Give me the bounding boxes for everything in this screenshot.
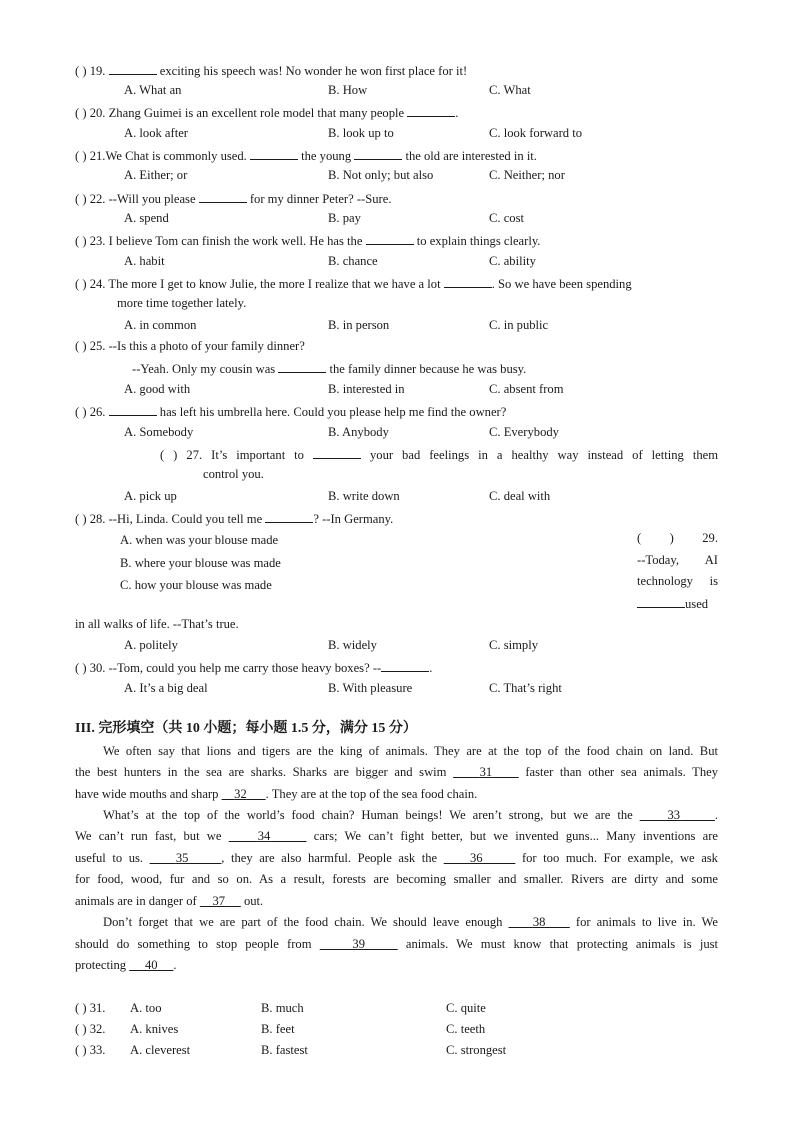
question-stem: AI (704, 553, 718, 567)
passage-text: should do something to stop people from (75, 937, 312, 951)
answer-paren[interactable]: ( ) (75, 512, 87, 526)
option-a[interactable]: A. when was your blouse made (120, 533, 279, 547)
question-number: 30. (89, 661, 106, 675)
passage-text: We can’t run fast, but we (75, 829, 222, 843)
question-21 (75, 147, 537, 164)
option-a[interactable]: A. knives (130, 1022, 179, 1036)
answer-blank[interactable] (407, 104, 455, 117)
question-stem: used (685, 597, 709, 611)
passage-text: have wide mouths and sharp (75, 787, 219, 801)
blank-32[interactable] (222, 787, 266, 801)
option-a[interactable]: A. spend (124, 211, 169, 225)
option-c[interactable]: C. look forward to (489, 126, 583, 140)
answer-paren[interactable]: ( ) (75, 1001, 87, 1015)
question-number: 28. (89, 512, 106, 526)
answer-blank[interactable] (250, 147, 298, 160)
passage-text: Don’t forget that we are part of the food chain. We should leave enough (103, 915, 503, 929)
option-c[interactable]: C. simply (489, 638, 538, 652)
question-20 (75, 104, 458, 121)
question-number: 26. (89, 405, 106, 419)
passage-line (75, 937, 718, 952)
question-stem-cont: in all walks of life. --That’s true. (75, 617, 239, 631)
answer-paren[interactable]: ( ) (75, 1043, 87, 1057)
question-number: 19. (89, 64, 106, 78)
answer-blank[interactable] (109, 403, 157, 416)
option-c[interactable]: C. That’s right (489, 681, 562, 695)
question-24 (75, 275, 632, 292)
option-a[interactable]: A. It’s a big deal (124, 681, 208, 695)
option-b[interactable]: B. feet (261, 1022, 295, 1036)
option-b[interactable]: B. look up to (328, 126, 394, 140)
passage-line (75, 829, 718, 844)
question-stem: has left his umbrella here. Could you please help me find the owner? (159, 405, 507, 419)
section-title: III. 完形填空（共 10 小题；每小题 1.5 分，满分 15 分） (75, 721, 417, 736)
option-b[interactable]: B. in person (328, 318, 390, 332)
question-number: 25. (89, 339, 106, 353)
question-stem: We Chat is commonly used. (105, 149, 247, 163)
blank-number: 37 (212, 894, 226, 908)
option-a[interactable]: A. What an (124, 83, 182, 97)
passage-text: , they are also harmful. People ask the (221, 851, 438, 865)
question-number: 24. (89, 277, 106, 291)
question-number: 32. (89, 1022, 106, 1036)
question-number: 23. (89, 234, 106, 248)
blank-number: 36 (469, 851, 483, 865)
passage-text: cars; We can’t fight better, but we invented guns... Many inventions are (313, 829, 718, 843)
blank-40[interactable] (129, 958, 173, 972)
option-c[interactable]: C. cost (489, 211, 524, 225)
question-25-reply (132, 360, 526, 377)
blank-37[interactable] (200, 894, 241, 908)
question-stem: for my dinner Peter? --Sure. (249, 192, 392, 206)
blank-34[interactable] (229, 829, 307, 843)
option-c[interactable]: C. teeth (446, 1022, 486, 1036)
question-stem: technology (637, 574, 693, 588)
passage-line (103, 808, 718, 823)
question-number: 22. (89, 192, 106, 206)
answer-blank[interactable] (381, 659, 429, 672)
option-a[interactable]: A. politely (124, 638, 178, 652)
blank-number: 40 (144, 958, 158, 972)
question-29-line1 (637, 531, 718, 546)
passage-text: useful to us. (75, 851, 144, 865)
option-a[interactable]: A. too (130, 1001, 162, 1015)
question-stem: the old are interested in it. (405, 149, 537, 163)
option-c[interactable]: C. in public (489, 318, 549, 332)
passage-text: . (714, 808, 718, 822)
blank-number: 32 (234, 787, 247, 801)
blank-38[interactable] (509, 915, 570, 929)
answer-blank[interactable] (444, 275, 492, 288)
passage-text: . (173, 958, 177, 972)
answer-paren[interactable]: ( ) (75, 339, 87, 353)
blank-39[interactable] (320, 937, 398, 951)
passage-line (75, 894, 718, 909)
passage-line (75, 958, 718, 973)
question-number: 21. (89, 149, 106, 163)
question-stem: your bad feelings in a healthy way instead of letting them (369, 448, 718, 462)
answer-paren[interactable]: ( ) (75, 234, 87, 248)
option-c[interactable]: C. ability (489, 254, 536, 268)
question-stem-cont: more time together lately. (117, 296, 247, 310)
question-26 (75, 403, 506, 420)
question-29-line3 (637, 574, 718, 589)
answer-blank[interactable] (278, 360, 326, 373)
option-a[interactable]: A. look after (124, 126, 188, 140)
passage-line (75, 787, 718, 802)
option-c[interactable]: C. how your blouse was made (120, 578, 272, 592)
question-stem: --Yeah. Only my cousin was (132, 362, 276, 376)
option-c[interactable]: C. strongest (446, 1043, 507, 1057)
option-a[interactable]: A. cleverest (130, 1043, 191, 1057)
passage-text: the best hunters in the sea are sharks. Sharks are bigger and swim (75, 765, 447, 779)
answer-paren[interactable]: ( ) (75, 106, 87, 120)
passage-text: What’s at the top of the world’s food chain? Human beings! We aren’t strong, but we are the (103, 808, 633, 822)
option-b[interactable]: B. Not only; but also (328, 168, 434, 182)
option-c[interactable]: C. What (489, 83, 531, 97)
passage-text: animals are in danger of (75, 894, 197, 908)
option-a[interactable]: A. in common (124, 318, 197, 332)
question-number: 27. (186, 448, 203, 462)
passage-text: protecting (75, 958, 127, 972)
question-stem: to explain things clearly. (416, 234, 541, 248)
question-stem: The more I get to know Julie, the more I realize that we have a lot (108, 277, 441, 291)
answer-paren[interactable]: ( ) (75, 277, 87, 291)
option-b[interactable]: B. Anybody (328, 425, 389, 439)
question-stem: exciting his speech was! No wonder he won first place for it! (159, 64, 468, 78)
answer-paren[interactable]: ( ) (75, 149, 87, 163)
option-c[interactable]: C. quite (446, 1001, 486, 1015)
blank-number: 31 (479, 765, 493, 779)
answer-paren[interactable]: ( ) (637, 531, 674, 545)
option-b[interactable]: B. How (328, 83, 368, 97)
option-a[interactable]: A. pick up (124, 489, 177, 503)
question-stem: ? --In Germany. (313, 512, 394, 526)
passage-text: animals. We must know that protecting animals is just (405, 937, 719, 951)
question-stem: --Will you please (108, 192, 196, 206)
question-stem: It’s important to (211, 448, 304, 462)
blank-number: 33 (667, 808, 681, 822)
question-number: 29. (702, 531, 718, 545)
answer-blank[interactable] (109, 62, 157, 75)
blank-number: 35 (175, 851, 189, 865)
passage-line (75, 765, 718, 780)
question-stem: the family dinner because he was busy. (329, 362, 527, 376)
blank-33[interactable] (640, 808, 715, 822)
option-b[interactable]: B. much (261, 1001, 304, 1015)
question-number: 31. (89, 1001, 106, 1015)
question-stem: Zhang Guimei is an excellent role model that many people (108, 106, 405, 120)
question-28 (75, 510, 393, 527)
passage-line: for food, wood, fur and so on. As a result, forests are becoming smaller and smaller. Rivers are dirty and some (75, 872, 718, 886)
answer-blank[interactable] (366, 232, 414, 245)
option-a[interactable]: A. good with (124, 382, 191, 396)
question-stem: I believe Tom can finish the work well. He has the (108, 234, 363, 248)
answer-paren[interactable]: ( ) (75, 405, 87, 419)
answer-paren[interactable]: ( ) (75, 192, 87, 206)
passage-text: out. (243, 894, 264, 908)
option-c[interactable]: C. deal with (489, 489, 551, 503)
question-stem-end: . (455, 106, 459, 120)
blank-number: 34 (257, 829, 271, 843)
question-27 (160, 446, 718, 463)
option-b[interactable]: B. fastest (261, 1043, 308, 1057)
option-a[interactable]: A. habit (124, 254, 165, 268)
passage-line (103, 915, 718, 930)
option-b[interactable]: B. where your blouse was made (120, 556, 281, 570)
question-stem: --Hi, Linda. Could you tell me (108, 512, 263, 526)
passage-text: for too much. For example, we ask (521, 851, 718, 865)
passage-line (75, 851, 718, 866)
question-stem-cont: control you. (203, 467, 264, 481)
question-22 (75, 190, 391, 207)
answer-blank[interactable] (265, 510, 313, 523)
option-b[interactable]: B. With pleasure (328, 681, 413, 695)
option-b[interactable]: B. write down (328, 489, 400, 503)
question-stem: is (709, 574, 718, 588)
option-b[interactable]: B. interested in (328, 382, 405, 396)
answer-paren[interactable]: ( ) (75, 64, 87, 78)
cloze-question-32 (75, 1022, 105, 1037)
question-29-line4 (637, 595, 708, 612)
question-stem: the young (301, 149, 352, 163)
passage-text: for animals to live in. We (575, 915, 719, 929)
option-c[interactable]: C. Neither; nor (489, 168, 565, 182)
passage-line: We often say that lions and tigers are the king of animals. They are at the top of the food chain on land. But (103, 744, 718, 758)
option-b[interactable]: B. pay (328, 211, 361, 225)
option-b[interactable]: B. widely (328, 638, 377, 652)
question-stem: --Is this a photo of your family dinner? (108, 339, 305, 353)
blank-31[interactable] (453, 765, 519, 779)
question-23 (75, 232, 540, 249)
cloze-question-31 (75, 1001, 105, 1016)
answer-paren[interactable]: ( ) (75, 661, 87, 675)
blank-number: 38 (532, 915, 546, 929)
passage-text: faster than other sea animals. They (525, 765, 719, 779)
question-29-line2 (637, 553, 718, 568)
answer-blank[interactable] (313, 446, 361, 459)
question-number: 20. (89, 106, 106, 120)
answer-paren[interactable]: ( ) (75, 1022, 87, 1036)
answer-blank[interactable] (354, 147, 402, 160)
answer-blank[interactable] (637, 595, 685, 608)
question-30 (75, 659, 432, 676)
cloze-question-33 (75, 1043, 105, 1058)
answer-paren[interactable]: ( ) (160, 448, 178, 462)
question-stem: . (429, 661, 433, 675)
blank-35[interactable] (150, 851, 222, 865)
passage-text: . They are at the top of the sea food chain. (265, 787, 478, 801)
blank-number: 39 (352, 937, 366, 951)
option-c[interactable]: C. Everybody (489, 425, 559, 439)
question-25 (75, 339, 305, 354)
option-c[interactable]: C. absent from (489, 382, 564, 396)
question-stem: . So we have been spending (491, 277, 632, 291)
option-a[interactable]: A. Either; or (124, 168, 188, 182)
question-number: 33. (89, 1043, 106, 1057)
blank-36[interactable] (444, 851, 516, 865)
answer-blank[interactable] (199, 190, 247, 203)
question-stem: --Today, (637, 553, 680, 567)
question-stem: --Tom, could you help me carry those heavy boxes? -- (108, 661, 382, 675)
question-19 (75, 62, 467, 79)
option-b[interactable]: B. chance (328, 254, 378, 268)
option-a[interactable]: A. Somebody (124, 425, 194, 439)
